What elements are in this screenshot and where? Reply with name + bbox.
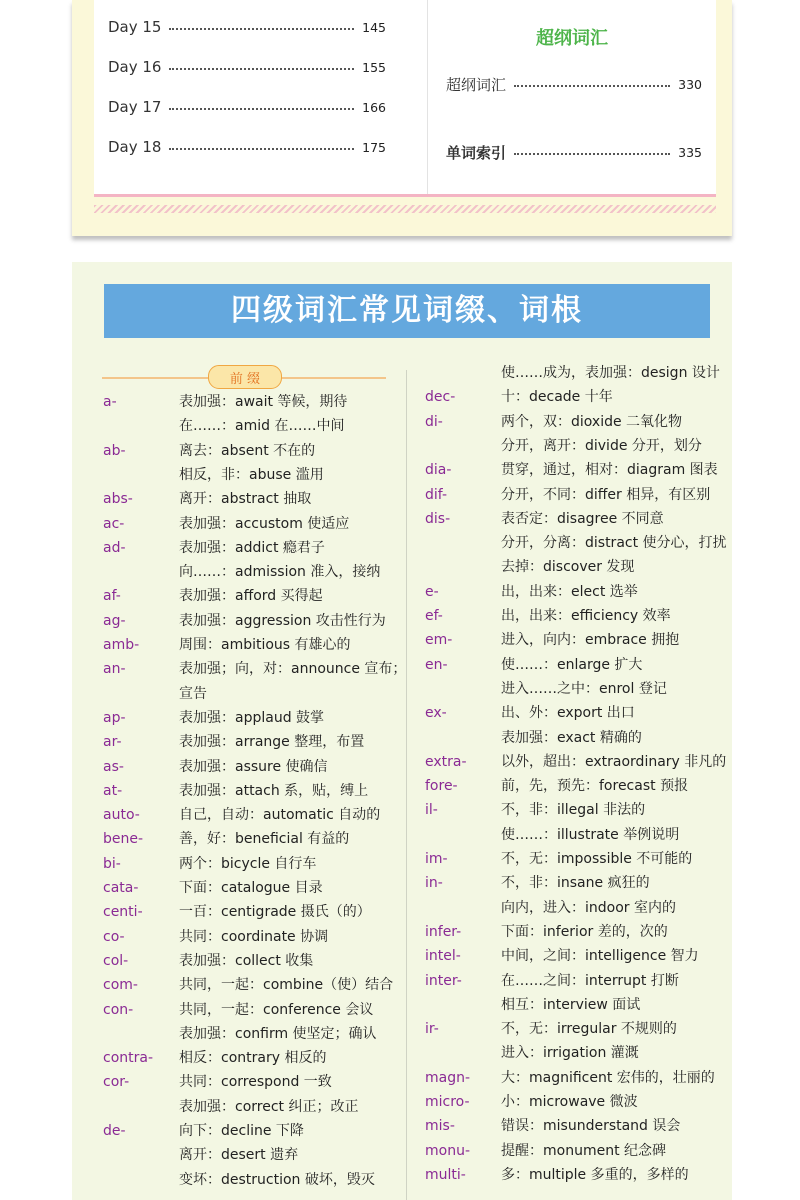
affix-definition: 向内，进入：indoor 室内的 [501,899,676,916]
affix-definition: 分开，分离：distract 使分心，打扰 [501,535,727,552]
toc-right-column [428,0,716,194]
affix-definition: 表加强：arrange 整理，布置 [179,734,365,751]
toc-row-page: 330 [678,76,702,92]
affix-entry [103,560,393,584]
affix-entry [425,531,727,555]
toc-section-heading: 超纲词汇 [536,28,608,49]
affix-definition: 离去：absent 不在的 [179,442,316,459]
toc-row-day18[interactable] [108,137,386,157]
affix-definition: 下面：inferior 差的，次的 [501,923,668,940]
affix-definition: 使……成为，表加强：design 设计 [501,365,720,381]
affix-entry [425,1163,715,1187]
affix-definition: 表加强：applaud 鼓掌 [179,709,325,726]
affix-term: dec- [425,389,456,406]
affix-entry [103,1046,393,1070]
affix-term: en- [425,656,448,673]
affix-definition: 表加强：assure 使确信 [179,758,328,775]
affix-term: con- [103,1001,134,1018]
affix-term: ap- [103,709,126,726]
affix-term: as- [103,758,124,775]
affix-term: cor- [103,1074,130,1091]
toc-row-label: Day 15 [108,18,162,36]
affix-entry [103,1119,393,1143]
affix-entry [103,876,393,900]
affix-term: at- [103,782,123,799]
affix-term: ar- [103,734,122,751]
affix-entry [425,458,718,482]
affix-term: ac- [103,515,125,532]
affix-entry [425,653,715,677]
affix-entry [103,900,393,924]
affix-definition: 大：magnificent 宏伟的，壮丽的 [501,1069,715,1086]
toc-leader [169,28,354,30]
affix-entry [103,1168,393,1192]
affix-term: multi- [425,1166,466,1183]
affix-entry [425,361,720,385]
top-area [0,0,800,262]
affix-definition: 中间，之间：intelligence 智力 [501,948,699,965]
affix-term: co- [103,928,125,945]
affix-term: dif- [425,486,447,503]
affix-entry [103,779,393,803]
affix-definition: 表加强：collect 收集 [179,952,314,969]
toc-pink-rule [94,194,716,197]
affix-entry [425,580,715,604]
affix-term: cata- [103,880,139,896]
toc-leader [514,85,670,87]
affix-entry [425,555,715,579]
affix-term: intel- [425,948,461,965]
section-title-banner: 四级词汇常见词缀、词根 [104,284,710,338]
affix-entry [425,1090,715,1114]
affix-definition: 变坏：destruction 破坏，毁灭 [179,1171,375,1188]
affix-entry [425,896,715,920]
affix-entry [103,536,393,560]
affix-entry [103,390,393,414]
affix-panel [72,262,732,1200]
affix-entry [425,847,715,871]
affix-entry [425,677,715,701]
affix-term: bene- [103,831,144,848]
affix-entry [425,701,715,725]
affix-term: an- [103,661,126,678]
affix-definition: 不，非：insane 疯狂的 [501,875,650,892]
affix-definition: 一百：centigrade 摄氏（的） [179,904,371,921]
affix-term: col- [103,952,129,969]
affix-definition: 共同：coordinate 协调 [179,928,329,945]
affix-definition: 贯穿，通过，相对：diagram 图表 [501,462,718,479]
affix-entry [425,798,715,822]
affix-definition: 离开：abstract 抽取 [179,491,312,508]
toc-row-label: Day 18 [108,138,162,156]
toc-leader [169,108,354,110]
affix-definition: 相互：interview 面试 [501,996,641,1013]
affix-definition: 周围：ambitious 有雄心的 [179,637,351,653]
affix-definition: 不，无：impossible 不可能的 [501,851,693,867]
affix-entry [425,1114,715,1138]
affix-definition: 共同：correspond 一致 [179,1074,332,1091]
toc-row-day15[interactable] [108,17,386,37]
affix-term: ab- [103,442,126,459]
affix-entry [425,726,715,750]
affix-entry [103,414,393,438]
affix-entry [425,871,715,895]
affix-definition: 十：decade 十年 [501,389,613,406]
affix-entry [103,1095,393,1119]
affix-definition: 表加强：await 等候，期待 [179,394,348,410]
affix-entry [103,973,393,997]
affix-term: fore- [425,778,458,795]
affix-definition: 表否定：disagree 不同意 [501,510,664,527]
affix-definition: 宣告 [179,685,207,702]
affix-entry [103,998,393,1022]
affix-term: monu- [425,1142,471,1159]
affix-entry [103,657,407,681]
toc-leader [169,148,354,150]
affix-entry [425,920,715,944]
column-divider [406,370,407,1200]
affix-definition: 出、外：export 出口 [501,705,635,722]
affix-entry [103,925,393,949]
affix-term: bi- [103,855,121,872]
toc-card [72,0,732,236]
affix-definition: 进入，向内：embrace 拥抱 [501,632,680,649]
affix-definition: 错误：misunderstand 误会 [501,1118,681,1135]
affix-entry [425,1041,715,1065]
toc-row-label: 单词索引 [446,143,507,162]
affix-term: auto- [103,807,140,824]
affix-entry [103,1022,393,1046]
affix-term: de- [103,1123,126,1139]
affix-term: amb- [103,637,140,653]
affix-entry [425,1017,715,1041]
affix-term: il- [425,802,438,819]
affix-definition: 表加强：addict 瘾君子 [179,539,325,556]
affix-definition: 自己，自动：automatic 自动的 [179,807,381,824]
affix-term: ex- [425,705,447,722]
affix-definition: 表加强；向，对：announce 宣布； [179,661,407,678]
toc-row-page: 175 [362,139,386,155]
affix-term: ir- [425,1021,439,1038]
affix-entry [425,628,715,652]
affix-term: ef- [425,608,443,624]
affix-definition: 分开，离开：divide 分开，划分 [501,437,702,454]
affix-entry [425,993,715,1017]
affix-definition: 进入：irrigation 灌溉 [501,1045,639,1062]
affix-entry [425,434,715,458]
toc-row-page: 166 [362,99,386,115]
toc-row-label: 超纲词汇 [446,75,507,94]
affix-definition: 相反，非：abuse 滥用 [179,466,324,483]
affix-term: af- [103,588,121,605]
toc-row-day16[interactable] [108,57,386,77]
affix-term: a- [103,394,117,410]
affix-term: contra- [103,1050,154,1067]
toc-leader [169,68,354,70]
affix-definition: 善，好：beneficial 有益的 [179,831,350,848]
affix-entry [103,512,393,536]
toc-row-chaogang[interactable] [446,74,702,94]
affix-entry [103,803,393,827]
affix-definition: 共同，一起：conference 会议 [179,1001,374,1018]
affix-definition: 在……之间：interrupt 打断 [501,972,679,989]
toc-row-page: 145 [362,19,386,35]
affix-definition: 使……：enlarge 扩大 [501,656,643,673]
toc-inner-page [94,0,716,194]
affix-entry [425,969,715,993]
affix-definition: 下面：catalogue 目录 [179,880,323,896]
affix-term: mis- [425,1118,455,1135]
affix-term: ag- [103,612,126,629]
affix-term: inter- [425,972,462,989]
affix-definition: 使……：illustrate 举例说明 [501,826,680,843]
affix-term: abs- [103,491,133,508]
affix-term: com- [103,977,138,994]
affix-term: im- [425,851,448,867]
affix-entry [425,410,715,434]
affix-entry [425,944,715,968]
affix-definition: 以外，超出：extraordinary 非凡的 [501,753,727,770]
affix-entry [103,852,393,876]
affix-term: dia- [425,462,452,479]
affix-entry [103,706,393,730]
affix-definition: 向……：admission 准入，接纳 [179,564,381,581]
affix-definition: 表加强：exact 精确的 [501,729,642,746]
affix-definition: 出，出来：efficiency 效率 [501,608,671,624]
affix-entry [103,827,393,851]
affix-definition: 不，无：irregular 不规则的 [501,1021,677,1038]
affix-definition: 两个：bicycle 自行车 [179,855,317,872]
affix-entry [425,385,715,409]
affix-definition: 表加强：attach 系，贴，缚上 [179,782,369,799]
affix-term: em- [425,632,453,649]
affix-entry [103,584,393,608]
affix-entry [103,730,393,754]
affix-term: micro- [425,1094,470,1110]
affix-definition: 不，非：illegal 非法的 [501,802,646,819]
affix-entry [103,439,393,463]
affix-term: infer- [425,923,462,940]
toc-row-page: 155 [362,59,386,75]
prefix-tag: 前 缀 [208,365,282,389]
affix-entry [425,750,727,774]
affix-entry [103,1143,393,1167]
affix-definition: 相反：contrary 相反的 [179,1050,327,1067]
affix-term: magn- [425,1069,471,1086]
affix-term: in- [425,875,443,892]
affix-definition: 多：multiple 多重的，多样的 [501,1166,689,1183]
affix-definition: 表加强：accustom 使适应 [179,515,350,532]
affix-definition: 在……：amid 在……中间 [179,418,345,435]
toc-row-day17[interactable] [108,97,386,117]
affix-entry [103,1070,393,1094]
affix-definition: 提醒：monument 纪念碑 [501,1142,667,1159]
affix-entry [425,823,715,847]
affix-term: di- [425,413,443,430]
affix-definition: 表加强：aggression 攻击性行为 [179,612,386,629]
toc-leader [514,153,670,155]
affix-definition: 离开：desert 遗弃 [179,1147,299,1164]
toc-row-label: Day 17 [108,98,162,116]
toc-row-label: Day 16 [108,58,162,76]
affix-definition: 向下：decline 下降 [179,1123,304,1139]
affix-term: extra- [425,753,467,770]
affix-entry [103,487,393,511]
affix-entry [103,609,393,633]
affix-entry [425,1139,715,1163]
toc-zigzag-border [94,205,716,213]
affix-definition: 共同，一起：combine（使）结合 [179,977,394,994]
toc-row-page: 335 [678,144,702,160]
affix-definition: 表加强：confirm 使坚定；确认 [179,1025,377,1042]
affix-term: ad- [103,539,126,556]
affix-definition: 去掉：discover 发现 [501,559,635,576]
affix-entry [103,633,393,657]
affix-entry [425,1066,715,1090]
affix-entry [425,604,715,628]
affix-entry [103,682,393,706]
affix-entry [425,774,715,798]
affix-definition: 表加强：correct 纠正；改正 [179,1098,359,1115]
affix-entry [425,483,715,507]
affix-term: centi- [103,904,143,921]
affix-definition: 出，出来：elect 选举 [501,583,638,600]
toc-row-index[interactable] [446,142,702,162]
affix-entry [103,755,393,779]
affix-entry [103,949,393,973]
affix-definition: 进入……之中：enrol 登记 [501,680,667,697]
affix-definition: 两个，双：dioxide 二氧化物 [501,413,683,430]
affix-definition: 分开，不同：differ 相异，有区别 [501,486,711,503]
affix-entry [103,463,393,487]
affix-entry [425,507,715,531]
affix-definition: 表加强：afford 买得起 [179,588,323,605]
affix-definition: 前，先，预先：forecast 预报 [501,778,689,795]
affix-term: e- [425,583,439,600]
affix-definition: 小：microwave 微波 [501,1094,638,1110]
affix-term: dis- [425,510,451,527]
